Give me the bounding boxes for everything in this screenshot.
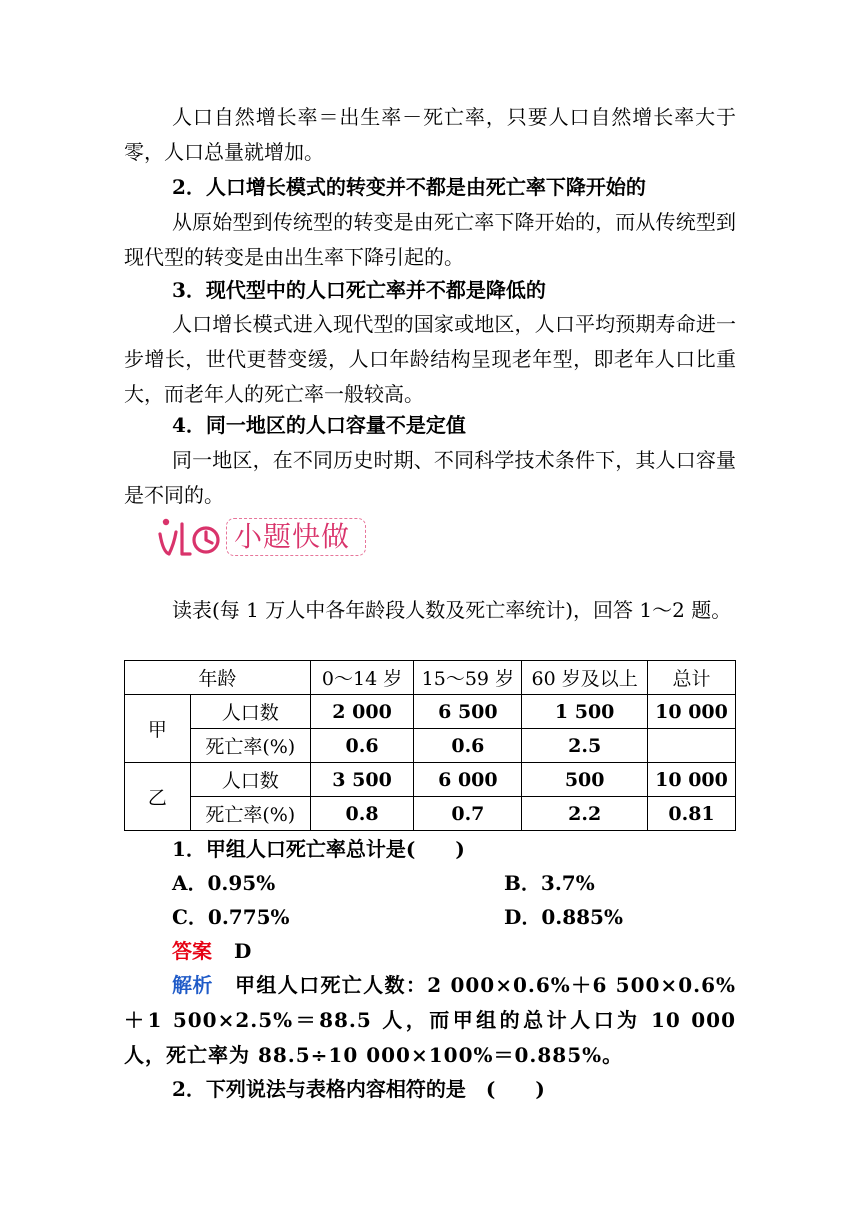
table-cell: 500 [522,763,648,797]
table-header-row [125,661,736,695]
table-cell: 6 000 [414,763,522,797]
table-row [125,763,736,797]
row-label: 死亡率(%) [190,729,310,763]
option-b: B．3.7% [504,871,595,895]
table-row [125,695,736,729]
group-label-jia: 甲 [125,695,191,763]
table-cell: 2.2 [522,797,648,831]
heading-point-2: 2．人口增长模式的转变并不都是由死亡率下降开始的 [172,175,646,199]
table-cell: 2.5 [522,729,648,763]
analysis-text: 甲组人口死亡人数：2 000×0.6%＋6 500×0.6%＋1 500×2.5%＝88.5 人，而甲组的总计人口为 10 000 人，死亡率为 88.5÷10 000×100%＝0.885%。 [124,973,736,1067]
group-label-yi: 乙 [125,763,191,831]
table-cell: 0.6 [414,729,522,763]
option-d: D．0.885% [504,905,623,929]
table-row [125,797,736,831]
header-60-plus: 60 岁及以上 [522,661,648,695]
table-cell: 0.8 [310,797,414,831]
option-a: A．0.95% [172,871,276,895]
population-table [124,660,736,831]
table-cell: 10 000 [648,763,736,797]
table-cell: 0.7 [414,797,522,831]
question-intro: 读表(每 1 万人中各年龄段人数及死亡率统计)，回答 1～2 题。 [172,598,732,622]
section-banner [156,514,370,560]
paragraph-natural-growth: 人口自然增长率＝出生率－死亡率，只要人口自然增长率大于零，人口总量就增加。 [124,105,736,164]
header-15-59: 15～59 岁 [414,661,522,695]
table-row [125,729,736,763]
header-total: 总计 [648,661,736,695]
paragraph-modern-type: 人口增长模式进入现代型的国家或地区，人口平均预期寿命进一步增长，世代更替变缓，人口年龄结构呈现老年型，即老年人口比重大，而老年人的死亡率一般较高。 [124,312,736,406]
analysis-label: 解析 [172,973,213,997]
answer-value: D [234,939,252,963]
banner-title: 小题快做 [234,520,351,553]
table-cell: 2 000 [310,695,414,729]
question-1-stem: 1．甲组人口死亡率总计是( ) [172,837,465,861]
header-0-14: 0～14 岁 [310,661,414,695]
row-label: 人口数 [190,763,310,797]
question-2-stem: 2．下列说法与表格内容相符的是 ( ) [172,1077,545,1101]
table-cell: 6 500 [414,695,522,729]
paragraph-capacity: 同一地区，在不同历史时期、不同科学技术条件下，其人口容量是不同的。 [124,448,736,507]
answer-line [172,934,251,969]
analysis-paragraph [124,968,736,1073]
paragraph-growth-model: 从原始型到传统型的转变是由死亡率下降开始的，而从传统型到现代型的转变是由出生率下降引起的。 [124,210,736,269]
pencil-clock-logo-icon [156,514,226,560]
header-age: 年龄 [125,661,311,695]
table-cell: 10 000 [648,695,736,729]
table-cell: 1 500 [522,695,648,729]
row-label: 人口数 [190,695,310,729]
heading-point-4: 4．同一地区的人口容量不是定值 [172,413,466,437]
table-cell: 0.81 [648,797,736,831]
option-c: C．0.775% [172,905,290,929]
heading-point-3: 3．现代型中的人口死亡率并不都是降低的 [172,278,546,302]
table-cell: 3 500 [310,763,414,797]
row-label: 死亡率(%) [190,797,310,831]
table-cell [648,729,736,763]
table-cell: 0.6 [310,729,414,763]
answer-label: 答案 [172,939,212,963]
